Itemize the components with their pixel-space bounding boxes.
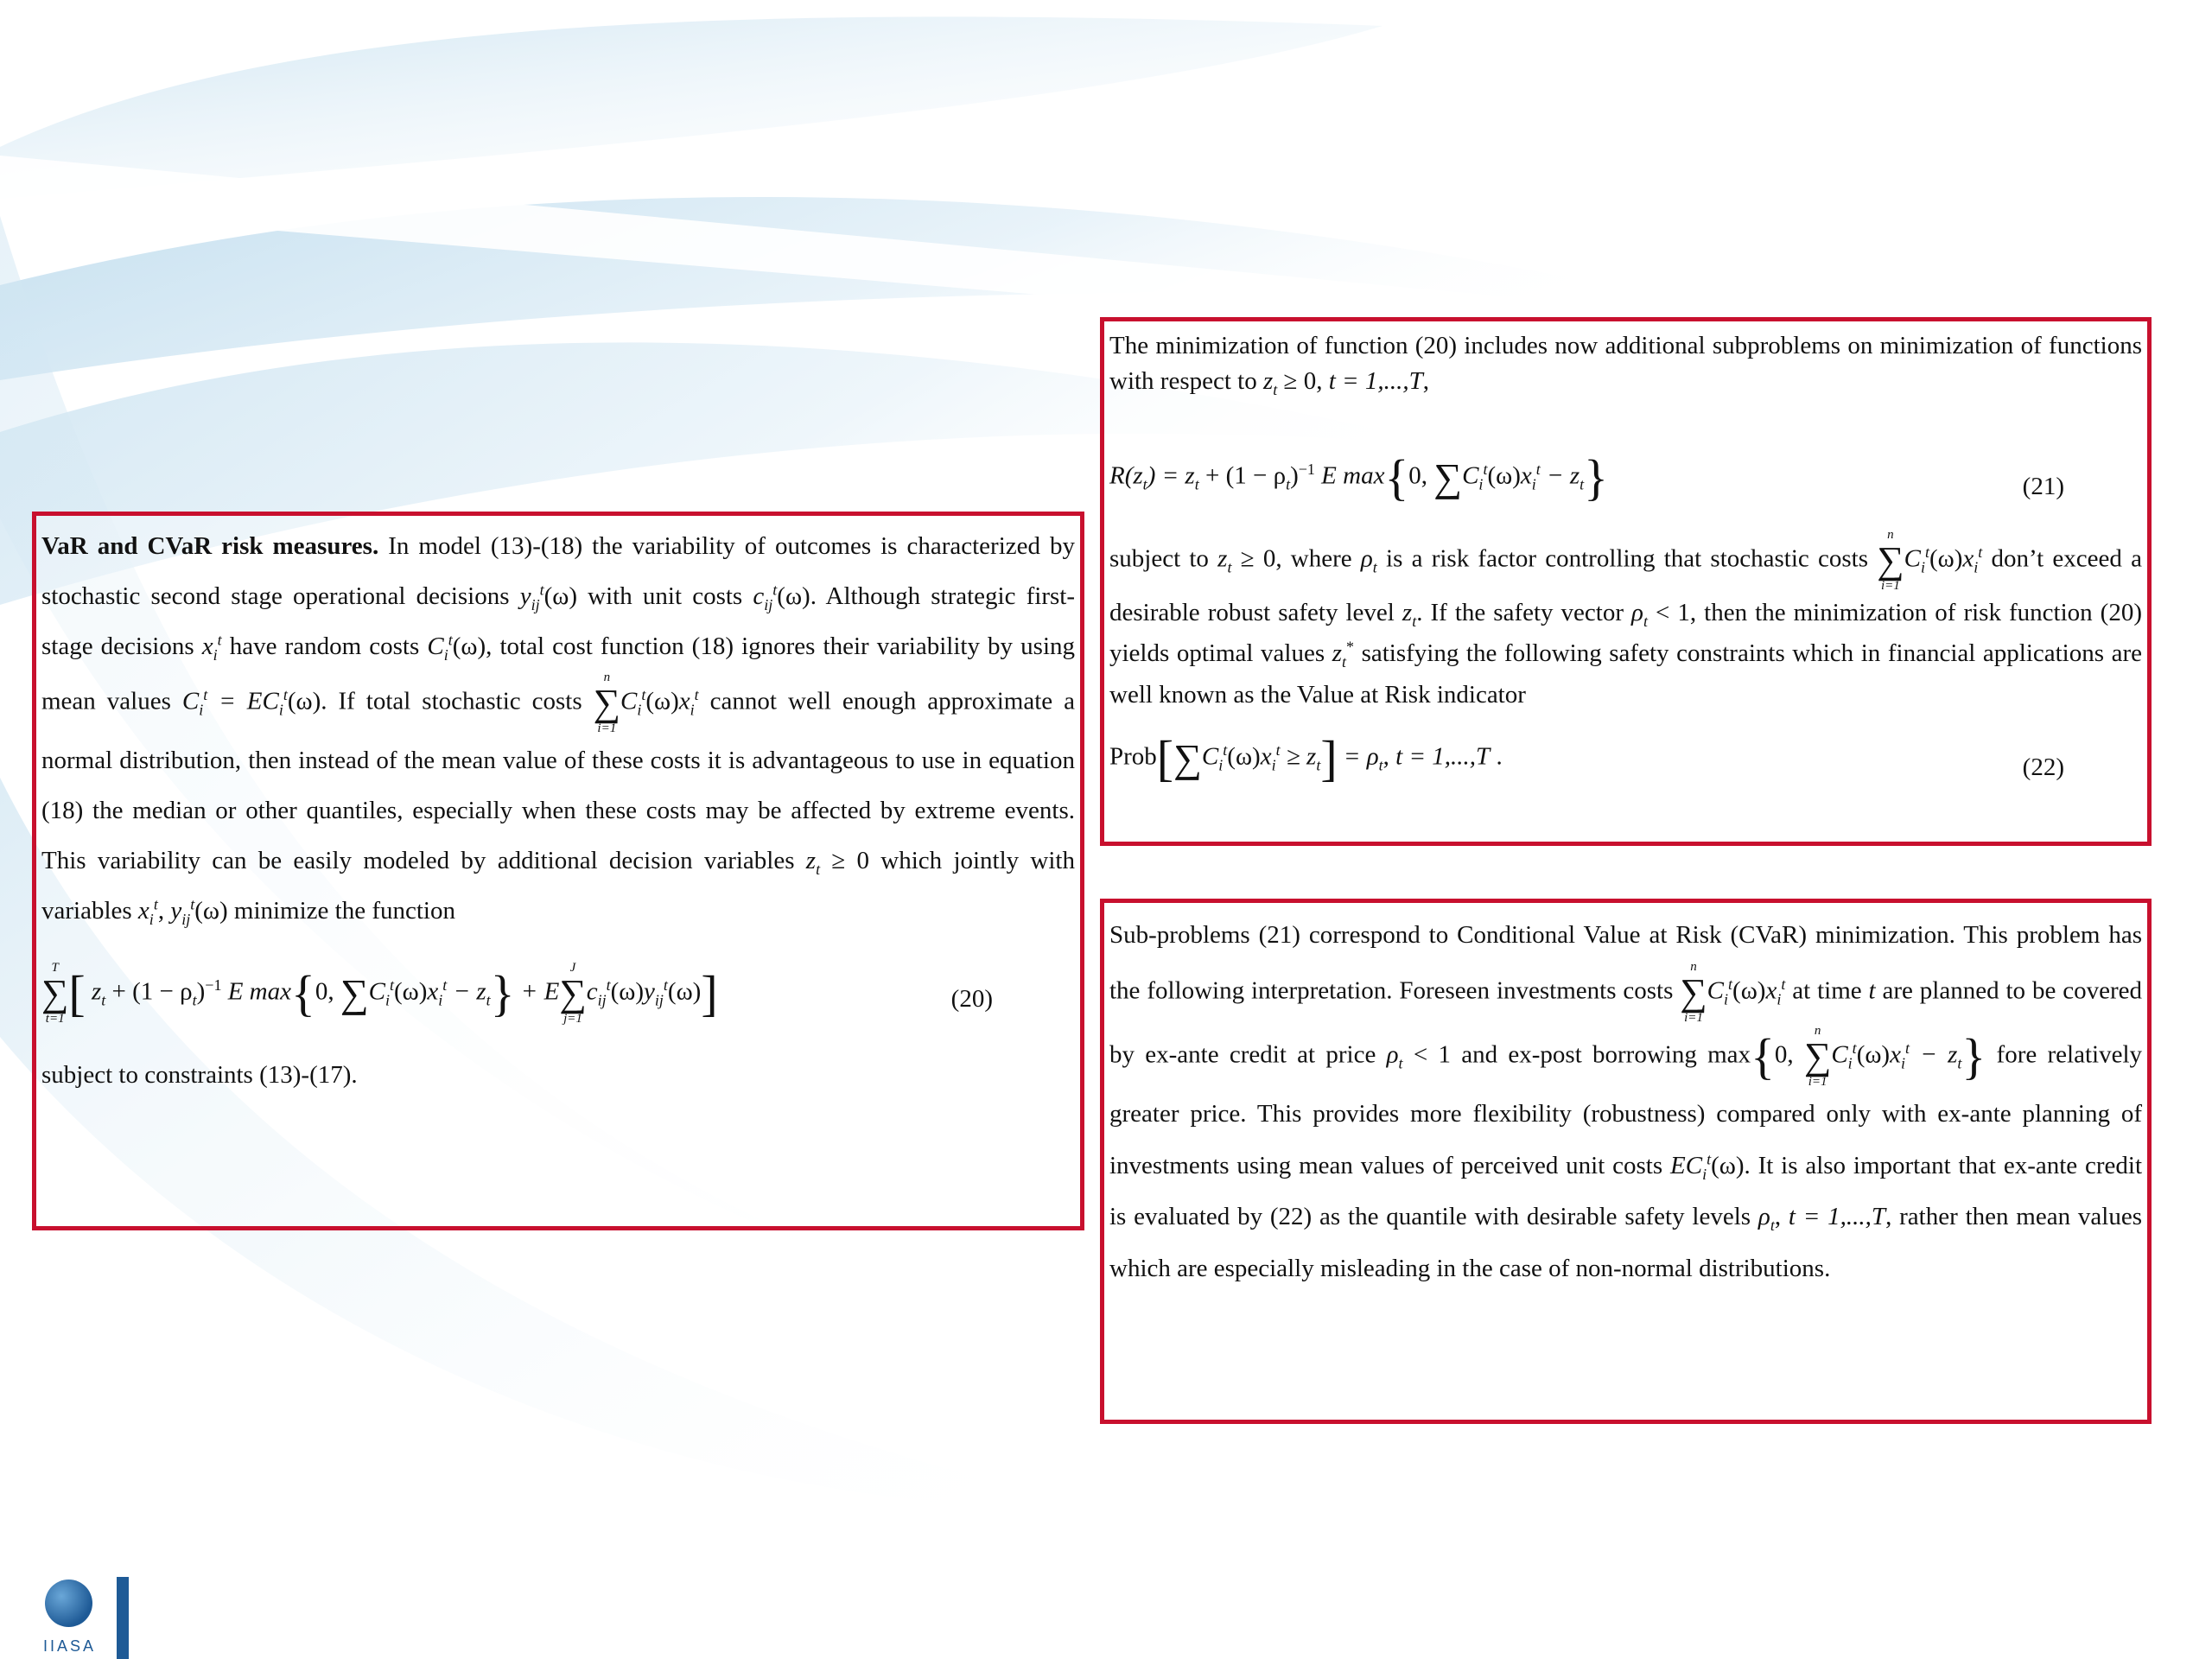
- equation-20: T ∑ t=1 [ $z_t + (1 - \rho_t)^{-1}$ E max{0, $\sum C_i^t(\omega)x_i^t - z_t\} + E$ J ∑ j=1 $c_{ij}^t(\omega)y_{ij}^t(\omega)$] (20): [41, 961, 993, 1026]
- minimization-section: [1100, 317, 2152, 846]
- iiasa-logo-text: IIASA: [43, 1637, 97, 1655]
- var-cvar-paragraph: VaR and CVaR risk measures. In model (13)-(18) the variability of outcomes is characterized by stochastic second stage operational decisions $y_{ij}^t(\omega)$ with unit costs $c_{ij}^t(\omega)$. Although strategic first-stage decisions $x_i^t$ have random costs $C_i^t(\omega)$, total cost function (18) ignores their variability by using mean values $C_i^t = EC_i^t(\omega)$. If total stochastic costs n ∑ i=1 $C_i^t(\omega)x_i^t$ cannot well enough approximate a normal distribution, then instead of the mean value of these costs it is advantageous to use in equation (18) the median or other quantiles, especially when these costs may be affected by extreme events. This variability can be easily modeled by additional decision variables $z_t \ge 0$ which jointly with variables $x_i^t$, $y_{ij}^t(\omega)$ minimize the function: [41, 532, 1076, 928]
- minimization-paragraph: The minimization of function (20) includes now additional subproblems on minimization of functions with respect to $z_t \ge 0$, t = 1,...,T,: [1109, 332, 2142, 398]
- equation-number: (20): [950, 985, 993, 1013]
- equation-number: (21): [2022, 472, 2064, 500]
- equation-22: $Prob[\sum C_i^t(\omega)x_i^t \ge z_t] = \rho_t$, t = 1,...,T . (22): [1109, 730, 2064, 787]
- equation-21: $R(z_t) = z_t + (1 - \rho_t)^{-1}$ E max{0, $\sum C_i^t(\omega)x_i^t - z_t$} (21): [1109, 448, 2064, 505]
- iiasa-globe-icon: [45, 1580, 92, 1627]
- var-cvar-section: [32, 512, 1084, 1230]
- section-heading: VaR and CVaR risk measures.: [41, 532, 379, 560]
- cvar-paragraph: Sub-problems (21) correspond to Conditional Value at Risk (CVaR) minimization. This problem has the following interpretation. Foreseen investments costs n ∑ i=1 $C_i^t(\omega)x_i^t$ at time t are planned to be covered by ex-ante credit at price $\rho_t < 1$ and ex-post borrowing max{0, n ∑ i=1 $C_i^t(\omega)x_i^t - z_t$} fore relatively greater price. This provides more flexibility (robustness) compared only with ex-ante planning of investments using mean values of perceived unit costs $EC_i^t(\omega)$. It is also important that ex-ante credit is evaluated by (22) as the quantile with desirable safety levels $\rho_t$, t = 1,...,T, rather then mean values which are especially misleading in the case of non-normal distributions.: [1109, 921, 2143, 1282]
- safety-paragraph: subject to $z_t \ge 0$, where $\rho_t$ is a risk factor controlling that stochastic costs n ∑ i=1 $C_i^t(\omega)x_i^t$ don’t exceed a desirable robust safety level $z_t$. If the safety vector $\rho_t < 1$, then the minimization of risk function (20) yields optimal values $z_t^*$ satisfying the following safety constraints which in financial applications are well known as the Value at Risk indicator: [1109, 527, 2143, 709]
- sum-symbol: n ∑ i=1: [593, 671, 620, 735]
- constraint-note: subject to constraints (13)-(17).: [41, 1061, 358, 1089]
- cvar-interpretation-section: [1100, 899, 2152, 1424]
- equation-number: (22): [2022, 753, 2064, 782]
- logo-bar: [117, 1577, 129, 1659]
